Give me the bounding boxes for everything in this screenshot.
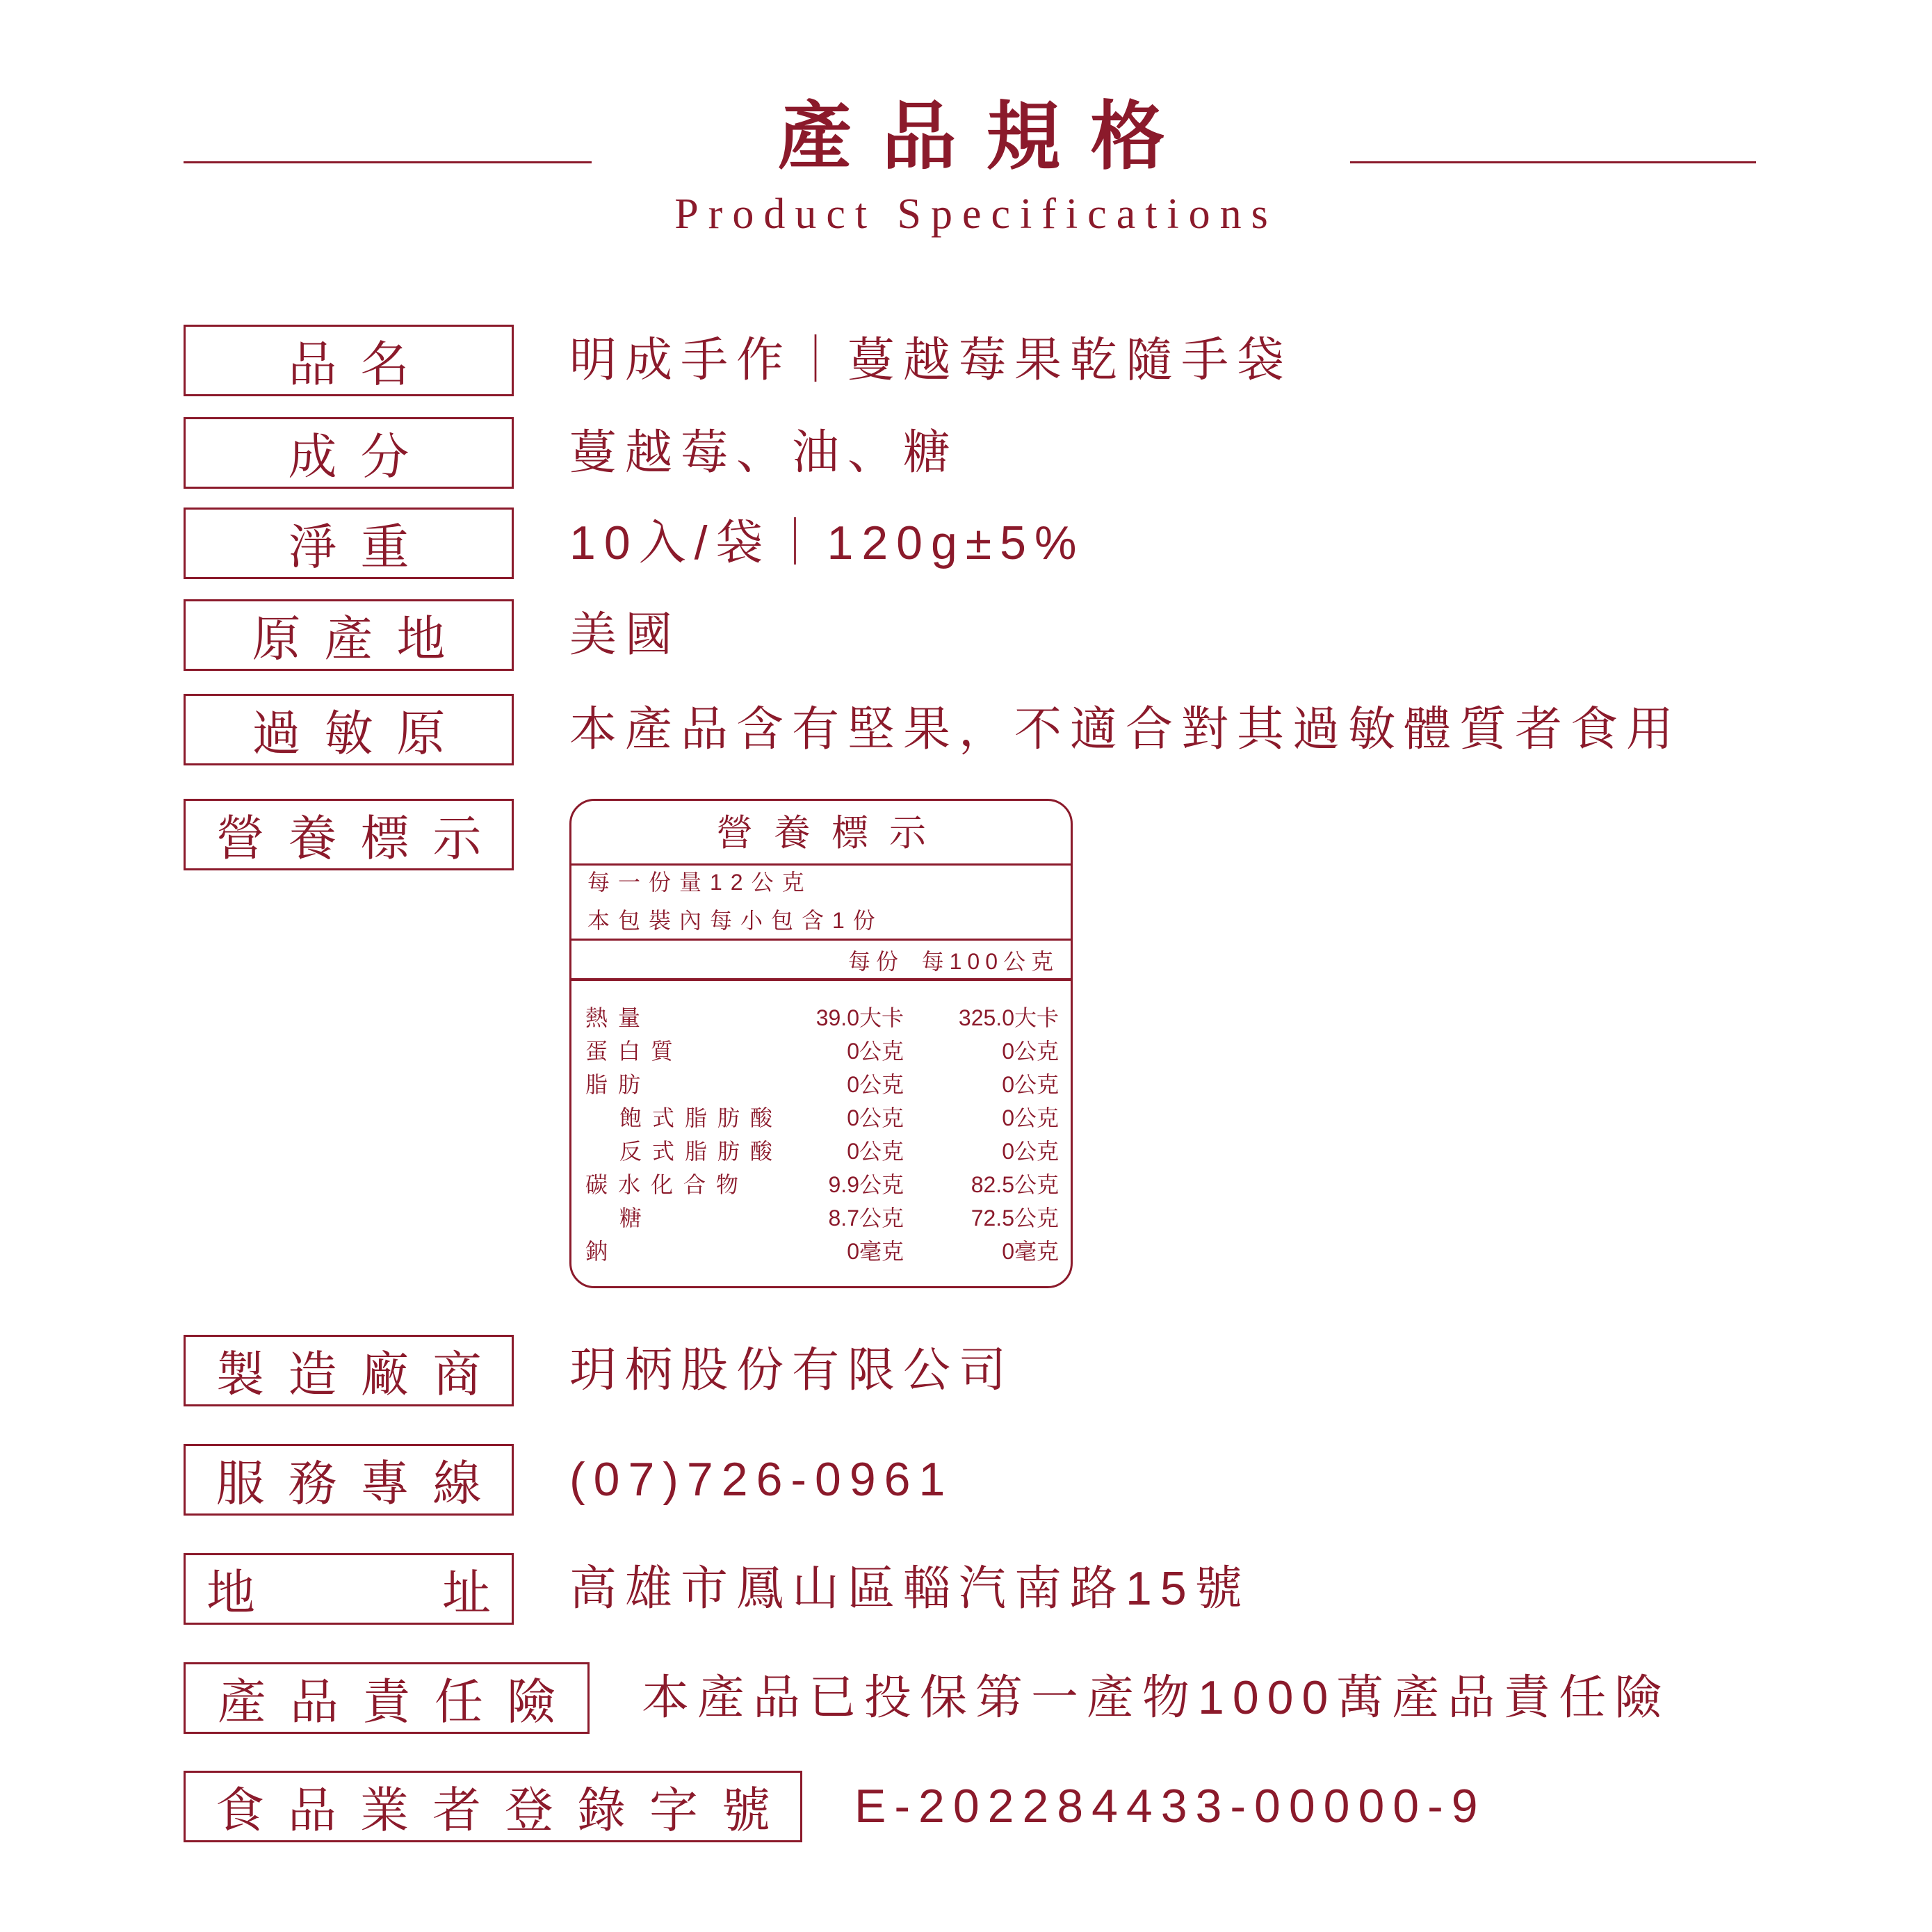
nutrient-name: 碳水化合物 — [585, 1172, 749, 1197]
nutrition-divider-thick — [571, 978, 1071, 981]
nutrient-name: 糖 — [619, 1206, 653, 1231]
nutrition-divider — [571, 939, 1071, 941]
nutrient-per-serving: 9.9公克 — [828, 1172, 904, 1197]
nutrient-per-serving: 8.7公克 — [828, 1206, 904, 1231]
nutrition-facts-table — [569, 799, 1073, 1288]
nutrient-per-100g: 0公克 — [1002, 1105, 1059, 1130]
spec-label-address-left: 地 — [206, 1566, 255, 1620]
nutrient-name: 脂肪 — [585, 1072, 651, 1097]
spec-value-liability-insurance: 本產品已投保第一產物1000萬產品責任險 — [642, 1671, 1671, 1724]
nutrient-name: 蛋白質 — [585, 1039, 684, 1064]
nutrient-per-serving: 0公克 — [847, 1139, 904, 1164]
spec-label-service-line: 服務專線 — [184, 1444, 514, 1516]
spec-value-ingredients: 蔓越莓、油、糖 — [569, 426, 959, 479]
spec-label-manufacturer: 製造廠商 — [184, 1335, 514, 1406]
nutrient-name: 飽式脂肪酸 — [619, 1105, 784, 1130]
nutrient-row — [571, 1135, 1071, 1168]
column-header-per-serving: 每份 — [847, 949, 904, 974]
spec-value-net-weight: 10入/袋｜120g±5% — [569, 517, 1085, 569]
title-rule-right — [1350, 161, 1756, 163]
nutrient-per-100g: 325.0大卡 — [958, 1005, 1059, 1030]
nutrient-per-100g: 0公克 — [1002, 1139, 1059, 1164]
spec-value-allergens: 本產品含有堅果，不適合對其過敏體質者食用 — [569, 703, 1682, 756]
nutrient-per-100g: 0毫克 — [1002, 1239, 1059, 1264]
nutrient-row — [571, 1168, 1071, 1201]
nutrient-per-serving: 0公克 — [847, 1072, 904, 1097]
spec-value-origin: 美國 — [569, 608, 681, 661]
title-rule-left — [184, 161, 592, 163]
nutrient-per-serving: 39.0大卡 — [815, 1005, 904, 1030]
column-header-per-100g: 每100公克 — [921, 949, 1059, 974]
nutrient-list — [571, 1001, 1071, 1268]
spec-value-product-name: 明成手作｜蔓越莓果乾隨手袋 — [569, 334, 1293, 387]
servings-per-package: 本包裝內每小包含1份 — [587, 908, 884, 933]
nutrient-row — [571, 1101, 1071, 1135]
nutrient-name: 鈉 — [585, 1239, 619, 1264]
spec-value-manufacturer: 玥柄股份有限公司 — [569, 1344, 1015, 1397]
spec-label-liability-insurance: 產品責任險 — [184, 1662, 590, 1734]
nutrient-per-100g: 82.5公克 — [971, 1172, 1059, 1197]
page-subtitle: Product Specifications — [674, 190, 1278, 238]
nutrient-per-serving: 0公克 — [847, 1039, 904, 1064]
spec-label-origin: 原產地 — [184, 599, 514, 671]
spec-label-nutrition: 營養標示 — [184, 799, 514, 870]
page-title: 產品規格 — [777, 95, 1195, 178]
nutrient-name: 反式脂肪酸 — [619, 1139, 784, 1164]
spec-value-service-line: (07)726-0961 — [569, 1453, 954, 1506]
spec-value-address: 高雄市鳳山區輜汽南路15號 — [569, 1562, 1251, 1615]
spec-label-allergens: 過敏原 — [184, 694, 514, 765]
nutrient-per-serving: 0公克 — [847, 1105, 904, 1130]
spec-label-product-name: 品名 — [184, 325, 514, 396]
nutrient-per-100g: 72.5公克 — [971, 1206, 1059, 1231]
spec-label-ingredients: 成分 — [184, 417, 514, 489]
spec-value-food-registration: E-202284433-00000-9 — [854, 1780, 1486, 1833]
nutrient-per-serving: 0毫克 — [847, 1239, 904, 1264]
nutrient-row — [571, 1201, 1071, 1235]
spec-label-address-right: 址 — [442, 1566, 491, 1620]
nutrient-per-100g: 0公克 — [1002, 1039, 1059, 1064]
nutrient-row — [571, 1068, 1071, 1101]
spec-label-net-weight: 淨重 — [184, 508, 514, 579]
serving-size: 每一份量12公克 — [587, 870, 813, 895]
spec-label-address — [184, 1553, 514, 1625]
nutrient-row — [571, 1235, 1071, 1268]
nutrition-title: 營養標示 — [716, 813, 947, 854]
nutrient-name: 熱量 — [585, 1005, 651, 1030]
nutrient-row — [571, 1001, 1071, 1034]
nutrient-per-100g: 0公克 — [1002, 1072, 1059, 1097]
nutrient-row — [571, 1034, 1071, 1068]
spec-label-food-registration: 食品業者登錄字號 — [184, 1771, 802, 1842]
